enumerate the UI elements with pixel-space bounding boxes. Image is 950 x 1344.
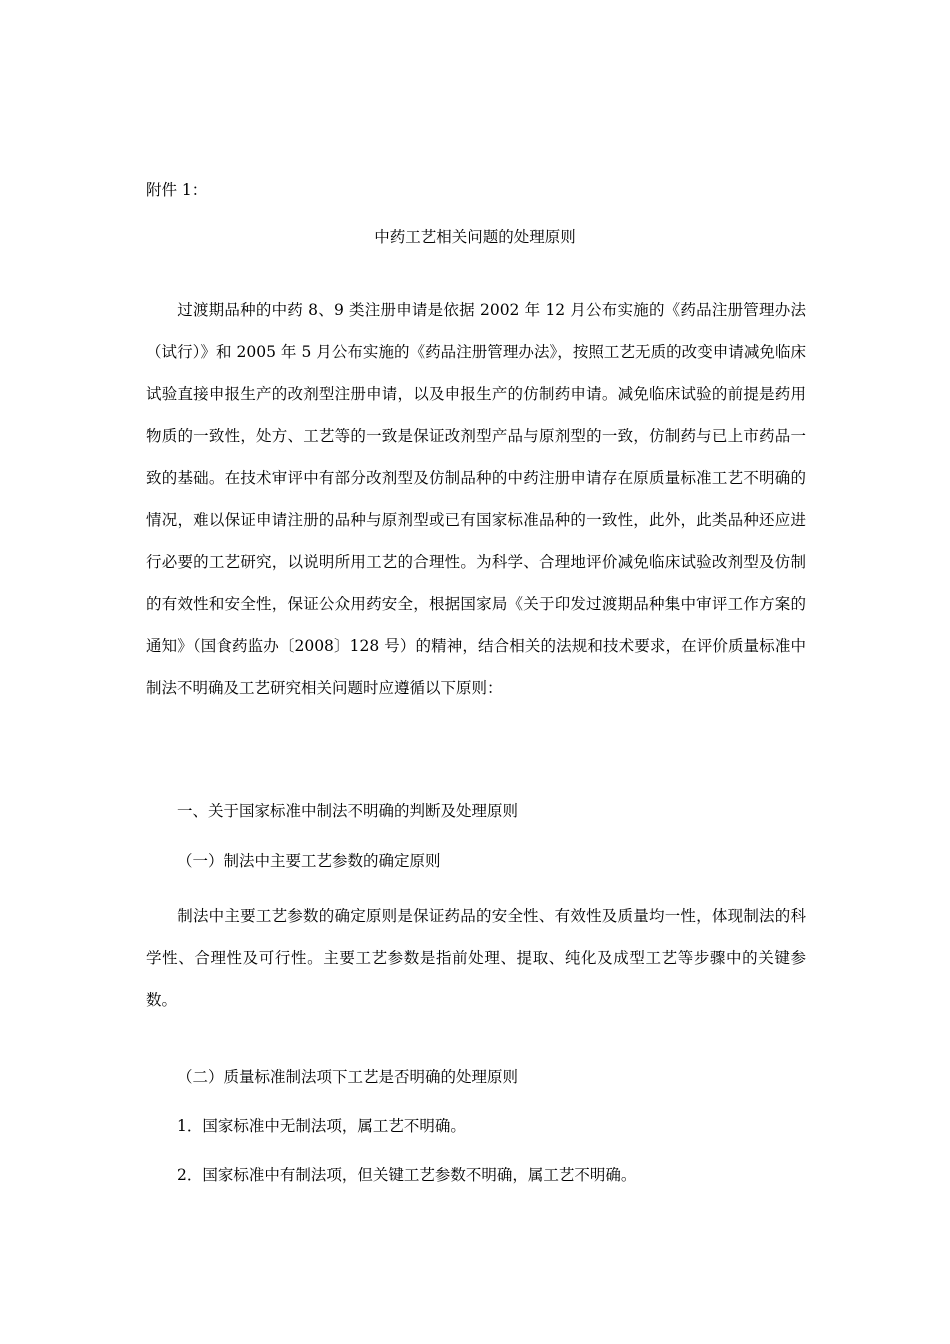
document-title: 中药工艺相关问题的处理原则 xyxy=(374,228,576,246)
subsection1-paragraph xyxy=(146,895,806,1021)
subsection1-heading: （一）制法中主要工艺参数的确定原则 xyxy=(177,852,441,870)
list-item: 1．国家标准中无制法项，属工艺不明确。 xyxy=(177,1117,466,1135)
list-item: 2．国家标准中有制法项，但关键工艺参数不明确，属工艺不明确。 xyxy=(177,1166,637,1184)
intro-paragraph-text: 过渡期品种的中药 8、9 类注册申请是依据 2002 年 12 月公布实施的《药品注册管理办法（试行）》和 2005 年 5 月公布实施的《药品注册管理办法》，按照工艺无质的改变申请减免临床试验直接申报生产的改剂型注册申请，以及申报生产的仿制药申请。减免临床试验的前提是药用物质的一致性，处方、工艺等的一致是保证改剂型产品与原剂型的一致，仿制药与已上市药品一致的基础。在技术审评中有部分改剂型及仿制品种的中药注册申请存在原质量标准工艺不明确的情况，难以保证申请注册的品种与原剂型或已有国家标准品种的一致性，此外，此类品种还应进行必要的工艺研究，以说明所用工艺的合理性。为科学、合理地评价减免临床试验改剂型及仿制的有效性和安全性，保证公众用药安全，根据国家局《关于印发过渡期品种集中审评工作方案的通知》（国食药监办〔2008〕128 号）的精神，结合相关的法规和技术要求，在评价质量标准中制法不明确及工艺研究相关问题时应遵循以下原则： xyxy=(146,301,806,697)
subsection2-heading: （二）质量标准制法项下工艺是否明确的处理原则 xyxy=(177,1068,519,1086)
subsection1-paragraph-text: 制法中主要工艺参数的确定原则是保证药品的安全性、有效性及质量均一性，体现制法的科学性、合理性及可行性。主要工艺参数是指前处理、提取、纯化及成型工艺等步骤中的关键参数。 xyxy=(146,907,806,1009)
section1-heading: 一、关于国家标准中制法不明确的判断及处理原则 xyxy=(177,802,519,820)
intro-paragraph xyxy=(146,289,806,709)
attachment-label: 附件 1： xyxy=(146,181,208,199)
